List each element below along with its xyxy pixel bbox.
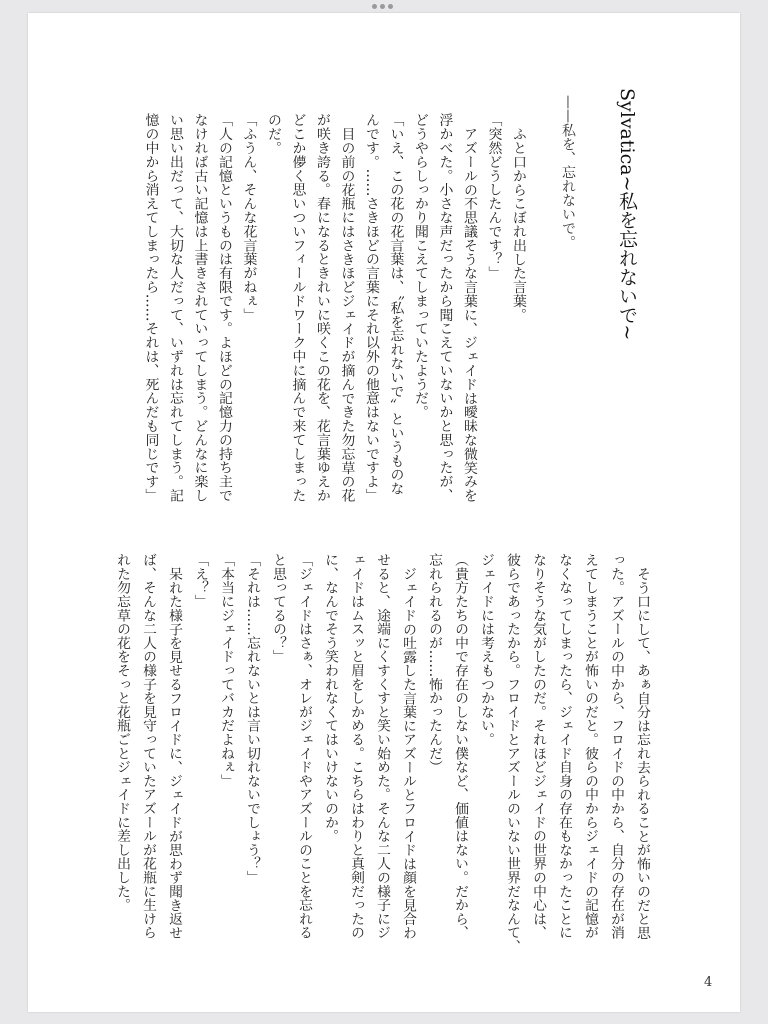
dot-icon [388, 4, 393, 9]
text-line: 浮かべた。小さな声だったから聞こえていないかと思ったが、 [436, 113, 453, 503]
text-line: ば、そんな二人の様子を見守っていたアズールが花瓶に生けら [140, 553, 156, 940]
text-line: なりそうな気がしたのだ。それほどジェイドの世界の中心は、 [530, 553, 546, 940]
text-line: 目の前の花瓶にはさきほどジェイドが摘んできた勿忘草の花 [338, 126, 355, 503]
document-page [28, 13, 740, 1012]
chapter-subtitle: ——私を、忘れないで。 [560, 95, 576, 249]
body-text-lower [109, 553, 655, 953]
text-line: 彼らであったから。フロイドとアズールのいない世界だなんて、 [504, 553, 520, 954]
text-line: のだ。 [265, 113, 281, 155]
text-line: 「ふうん、そんな花言葉がねぇ」 [240, 113, 257, 322]
text-line: 「それは……忘れないとは言い切れないでしょう？」 [244, 553, 260, 885]
text-line: 「突然どうしたんです？」 [485, 113, 502, 280]
text-line: んです。……さきほどの言葉にそれ以外の他意はないですよ」 [363, 113, 379, 503]
text-line: えてしまうことが怖いのだと。彼らの中からジェイドの記憶が [582, 553, 598, 940]
text-line: 「いえ、この花の花言葉は、〝私を忘れないで〟というものな [387, 113, 404, 496]
body-text-upper [138, 113, 530, 513]
text-line: 憶の中から消えてしまったら……それは、死んだも同じです」 [142, 113, 159, 503]
text-line: い思い出だって、大切な人だって、いずれは忘れてしまう。記 [167, 113, 183, 503]
text-line: 「ジェイドはさぁ、オレがジェイドやアズールのことを忘れる [296, 553, 312, 940]
text-line: れた勿忘草の花をそっと花瓶ごとジェイドに差し出した。 [114, 553, 130, 912]
text-line: ェイドはムスッと眉をしかめる。こちらはわりと真剣だったの [348, 553, 364, 940]
text-line: 「人の記憶というものは有限です。よほどの記憶力の持ち主で [216, 113, 232, 503]
text-line: 「え？」 [192, 553, 208, 609]
text-line: 呆れた様子を見せるフロイドに、ジェイドが思わず聞き返せ [166, 566, 182, 940]
text-line: （貴方たちの中で存在のしない僕など、価値はない。だから、 [452, 553, 468, 940]
text-line: に、なんでそう笑われなくてはいけないのか。 [322, 553, 338, 843]
text-line: 「本当にジェイドってバカだよねぇ」 [218, 553, 234, 788]
page-number: 4 [704, 975, 713, 990]
dot-icon [372, 4, 377, 9]
text-line: ジェイドには考えもつかない。 [478, 553, 494, 747]
text-line: そう口にして、あぁ自分は忘れ去られることが怖いのだと思 [634, 566, 650, 940]
chapter-title: Sylvatica~私を忘れないで~ [616, 88, 638, 341]
text-line: が咲き誇る。春になるときれいに咲くこの花を、花言葉ゆえか [314, 113, 330, 503]
text-line: なくなってしまったら、ジェイド自身の存在もなかったことに [556, 553, 572, 940]
text-line: どうやらしっかり聞こえてしまっていたようだ。 [412, 113, 428, 419]
text-line: なければ古い記憶は上書きされていってしまう。どんなに楽し [191, 113, 208, 503]
text-line: と思ってるの？」 [270, 553, 286, 664]
text-line: アズールの不思議そうな言葉に、ジェイドは曖昧な微笑みを [461, 126, 477, 503]
text-line: どこか儚く思いついフィールドワーク中に摘んで来てしまった [289, 113, 306, 503]
text-line: せると、途端にくすくすと笑い始めた。そんな二人の様子にジ [374, 553, 390, 940]
text-line: ふと口からこぼれ出した言葉。 [510, 126, 526, 322]
text-line: ジェイドの吐露した言葉にアズールとフロイドは顔を見合わ [400, 566, 416, 940]
page-handle-dots[interactable] [372, 4, 393, 9]
dot-icon [380, 4, 385, 9]
text-line: 忘れられるのが……怖かったんだ） [426, 553, 442, 774]
text-line: った。アズールの中から、フロイドの中から、自分の存在が消 [608, 553, 624, 940]
